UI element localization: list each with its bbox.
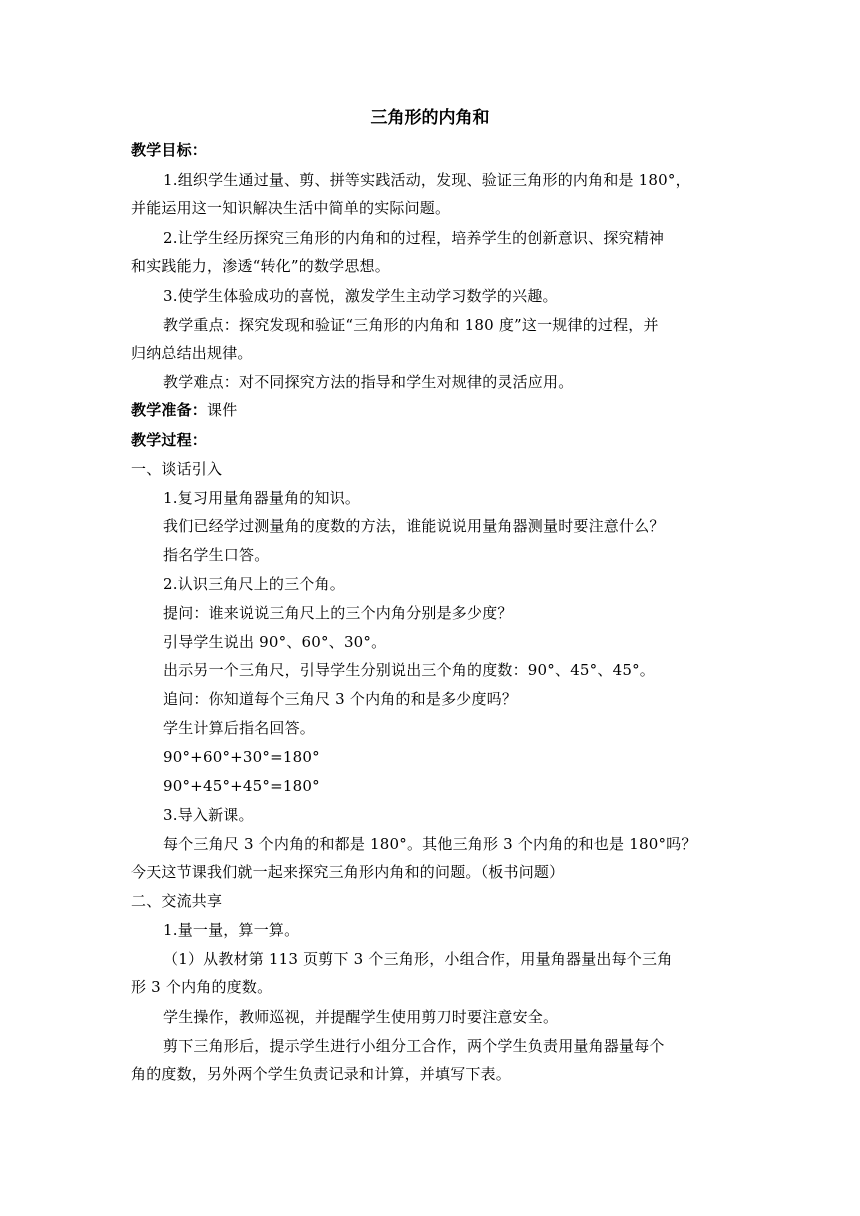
section-2-heading: 二、交流共享: [131, 892, 223, 910]
s1-para-line-2: 今天这节课我们就一起来探究三角形内角和的问题。（板书问题）: [131, 863, 565, 881]
prep-heading: 教学准备：: [131, 401, 208, 419]
s2-measure: 1.量一量，算一算。: [163, 921, 300, 939]
s1-para-line-1: 每个三角尺 3 个内角的和都是 180°。其他三角形 3 个内角的和也是 180°吗？: [163, 835, 697, 853]
s1-intro-new: 3.导入新课。: [163, 806, 254, 824]
s1-equation-1: 90°+60°+30°=180°: [163, 748, 320, 766]
s1-answer: 学生计算后指名回答。: [163, 719, 316, 737]
process-heading: 教学过程：: [131, 431, 208, 449]
s1-ask: 提问：谁来说说三角尺上的三个内角分别是多少度？: [163, 604, 513, 622]
s1-ruler-angles: 2.认识三角尺上的三个角。: [163, 575, 345, 593]
page-title: 三角形的内角和: [370, 108, 490, 128]
key-point-line-2: 归纳总结出规律。: [131, 344, 253, 362]
s2-group-line-1: 剪下三角形后，提示学生进行小组分工合作，两个学生负责用量角器量每个: [163, 1037, 665, 1055]
difficulty: 教学难点：对不同探究方法的指导和学生对规律的灵活应用。: [163, 373, 574, 391]
s1-guide: 引导学生说出 90°、60°、30°。: [163, 633, 387, 651]
s1-follow-up: 追问：你知道每个三角尺 3 个内角的和是多少度吗？: [163, 690, 518, 708]
section-1-heading: 一、谈话引入: [131, 460, 223, 478]
s1-equation-2: 90°+45°+45°=180°: [163, 777, 320, 795]
objective-2-line-1: 2.让学生经历探究三角形的内角和的过程，培养学生的创新意识、探究精神: [163, 229, 665, 247]
s1-review: 1.复习用量角器量角的知识。: [163, 489, 361, 507]
objective-1-line-1: 1.组织学生通过量、剪、拼等实践活动，发现、验证三角形的内角和是 180°，: [163, 171, 691, 189]
objectives-heading: 教学目标：: [131, 141, 208, 159]
s2-step-1-line-2: 形 3 个内角的度数。: [131, 978, 273, 996]
key-point-line-1: 教学重点：探究发现和验证“三角形的内角和 180 度”这一规律的过程，并: [163, 316, 659, 334]
s2-operate: 学生操作，教师巡视，并提醒学生使用剪刀时要注意安全。: [163, 1008, 559, 1026]
s1-question: 我们已经学过测量角的度数的方法，谁能说说用量角器测量时要注意什么？: [163, 517, 665, 535]
s2-step-1-line-1: （1）从教材第 113 页剪下 3 个三角形，小组合作，用量角器量出每个三角: [163, 950, 673, 968]
objective-3: 3.使学生体验成功的喜悦，激发学生主动学习数学的兴趣。: [163, 287, 558, 305]
objective-2-line-2: 和实践能力，渗透“转化”的数学思想。: [131, 257, 390, 275]
prep-value: 课件: [207, 401, 238, 419]
s1-another-ruler: 出示另一个三角尺，引导学生分别说出三个角的度数：90°、45°、45°。: [163, 661, 655, 679]
objective-1-line-2: 并能运用这一知识解决生活中简单的实际问题。: [131, 199, 451, 217]
s1-oral: 指名学生口答。: [163, 546, 270, 564]
prep-line: [131, 400, 237, 420]
s2-group-line-2: 角的度数，另外两个学生负责记录和计算，并填写下表。: [131, 1065, 512, 1083]
